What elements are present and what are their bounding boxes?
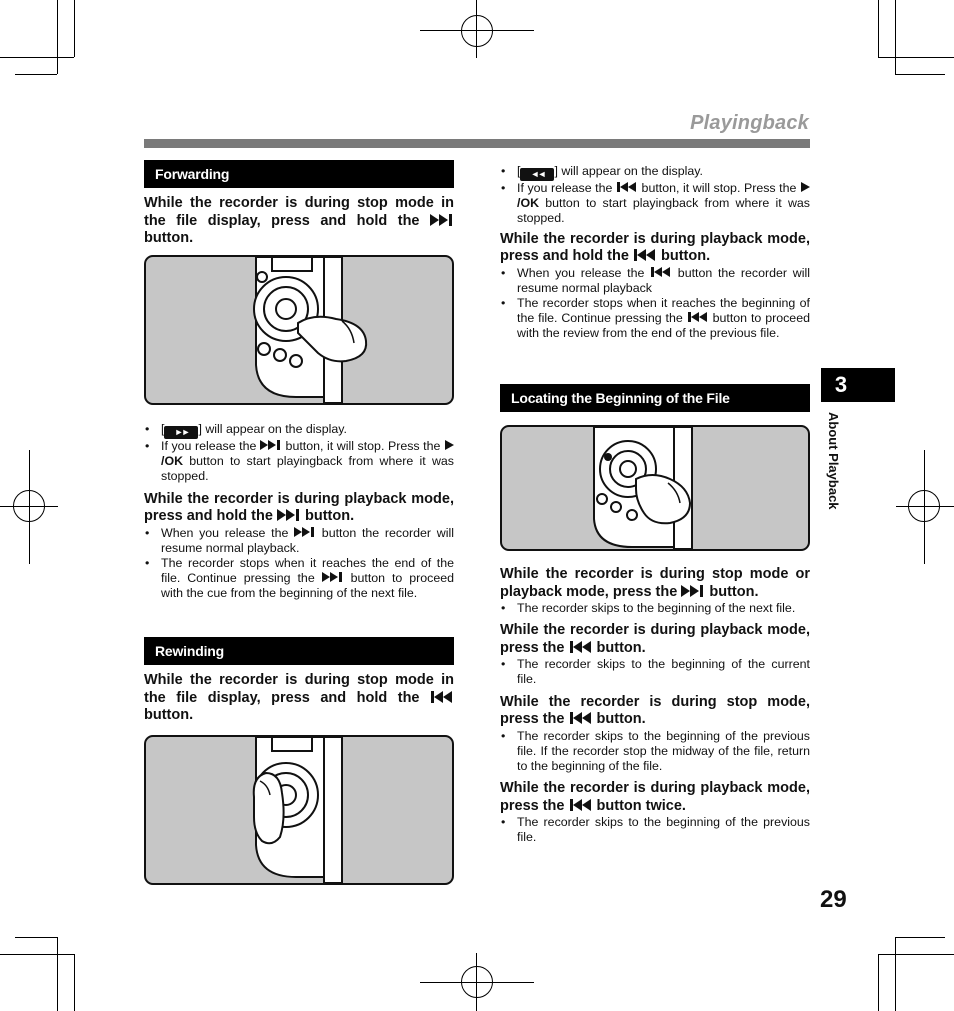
crop-mark: [74, 954, 75, 1011]
skip-back-icon: [616, 182, 638, 192]
illustration-rewinding: [144, 735, 454, 885]
rewind-display-icon: ◄◄: [520, 168, 554, 181]
crop-mark: [0, 57, 74, 58]
crop-mark: [15, 74, 57, 75]
recorder-drawing: [146, 257, 452, 403]
section-bar-forwarding: Forwarding: [144, 160, 454, 188]
locating-heading-3: [500, 694, 810, 729]
page-number: 29: [820, 886, 847, 913]
text: When you release the: [517, 265, 645, 280]
skip-forward-icon: [294, 527, 316, 537]
heading-text: button.: [596, 639, 646, 656]
registration-mark: [908, 490, 940, 522]
ok-label: /OK: [517, 196, 540, 211]
crop-mark: [895, 74, 945, 75]
text: button to proceed with the cue from the beginning of the next file.: [161, 571, 454, 601]
locating-heading-2: [500, 622, 810, 657]
list-item: [144, 439, 454, 485]
heading-text: button.: [144, 707, 194, 723]
crop-mark: [57, 937, 58, 1011]
fast-forward-display-icon: ►►: [164, 426, 198, 439]
illustration-forwarding: [144, 255, 454, 405]
list-item: • The recorder skips to the beginning of the next file.: [500, 601, 810, 616]
skip-forward-icon: [277, 509, 301, 521]
page-title: Playingback: [690, 112, 809, 134]
skip-forward-icon: [260, 440, 282, 450]
list-item: [144, 422, 454, 439]
text: If you release the: [517, 181, 613, 195]
text: button, it will stop. Press the: [285, 439, 441, 453]
text: When you release the: [161, 525, 289, 540]
play-icon: [800, 182, 810, 192]
section-bar-locating: Locating the Beginning of the File: [500, 384, 810, 412]
illustration-locating: [500, 425, 810, 551]
crop-mark: [15, 937, 57, 938]
text: The recorder stops when it reaches the beginning of the file. Continue pressing the: [517, 296, 810, 326]
list-item: • The recorder skips to the beginning of the previous file.: [500, 815, 810, 845]
text: [: [161, 422, 165, 436]
rewinding-heading: [144, 672, 454, 725]
chapter-label: [826, 412, 856, 522]
text: If you release the: [161, 439, 257, 453]
play-icon: [444, 440, 454, 450]
skip-forward-icon: [322, 572, 344, 582]
heading-text: While the recorder is during playback mode, press the: [500, 622, 810, 656]
list-item: [500, 164, 810, 181]
list-item: [144, 526, 454, 556]
skip-back-icon: [687, 312, 709, 322]
skip-back-icon: [569, 799, 593, 811]
text: button the recorder will resume normal playback.: [161, 525, 454, 555]
section-bar-rewinding: Rewinding: [144, 637, 454, 665]
forwarding-subheading: [144, 491, 454, 526]
text: button to proceed with the review from the end of the previous file.: [517, 311, 810, 341]
forwarding-heading: [144, 195, 454, 248]
skip-forward-icon: [430, 214, 454, 226]
locating-heading-1: [500, 566, 810, 601]
registration-mark: [461, 966, 493, 998]
heading-text: button.: [709, 583, 759, 600]
heading-text: While the recorder is during stop mode, press the: [500, 693, 810, 728]
text: button, it will stop. Press the: [641, 181, 797, 195]
heading-text: button.: [660, 248, 711, 265]
forwarding-notes: [144, 422, 454, 602]
heading-text: button.: [144, 230, 194, 246]
skip-back-icon: [650, 267, 672, 277]
crop-mark: [895, 937, 896, 1011]
heading-text: button.: [304, 508, 355, 525]
locating-text: [500, 566, 810, 846]
list-item: • The recorder skips to the beginning of the current file.: [500, 657, 810, 687]
crop-mark: [0, 954, 74, 955]
text: button to start playingback from where it was stopped.: [161, 454, 454, 484]
text: The recorder stops when it reaches the end of the file. Continue pressing the: [161, 556, 454, 586]
rewinding-intro: [144, 672, 454, 725]
skip-forward-icon: [681, 585, 705, 597]
registration-mark: [461, 15, 493, 47]
crop-mark: [895, 937, 945, 938]
list-item: [144, 556, 454, 602]
text: ] will appear on the display.: [554, 164, 703, 178]
skip-back-icon: [569, 712, 593, 724]
skip-back-icon: [430, 691, 454, 703]
heading-text: While the recorder is during playback mode, press the: [500, 780, 810, 814]
text: button the recorder will resume normal playback: [517, 265, 810, 295]
ok-label: /OK: [161, 454, 184, 469]
heading-text: button twice.: [596, 797, 686, 814]
chapter-tab: [821, 368, 895, 402]
list-item: [500, 181, 810, 227]
list-item: [500, 296, 810, 342]
text: ] will appear on the display.: [198, 422, 347, 436]
crop-mark: [878, 57, 954, 58]
chapter-number: 3: [834, 372, 848, 397]
recorder-drawing: [502, 427, 808, 549]
locating-heading-4: [500, 780, 810, 815]
heading-text: While the recorder is during playback mode, press and hold the: [500, 230, 810, 265]
header-rule: [144, 139, 810, 148]
text: button to start playingback from where it was stopped.: [517, 196, 810, 226]
heading-text: button.: [596, 711, 646, 728]
text: [: [517, 164, 521, 178]
registration-mark: [13, 490, 45, 522]
forwarding-intro: [144, 195, 454, 248]
list-item: [500, 266, 810, 296]
crop-mark: [878, 954, 879, 1011]
crop-mark: [74, 0, 75, 57]
crop-mark: [895, 0, 896, 74]
heading-text: While the recorder is during playback mode, press and hold the: [144, 490, 454, 525]
recorder-drawing: [146, 737, 452, 883]
rewinding-notes: [500, 164, 810, 342]
rewinding-subheading: [500, 231, 810, 266]
crop-mark: [878, 0, 879, 57]
heading-text: While the recorder is during stop mode in the file display, press and hold the: [144, 195, 454, 229]
skip-back-icon: [633, 249, 657, 261]
heading-text: While the recorder is during stop mode or playback mode, press the: [500, 566, 810, 600]
list-item: • The recorder skips to the beginning of the previous file. If the recorder stop the midway of the file, return to the beginning of the file.: [500, 729, 810, 775]
heading-text: While the recorder is during stop mode in the file display, press and hold the: [144, 672, 454, 706]
crop-mark: [57, 0, 58, 74]
crop-mark: [878, 954, 954, 955]
chapter-title: About Playback: [826, 412, 841, 510]
skip-back-icon: [569, 641, 593, 653]
